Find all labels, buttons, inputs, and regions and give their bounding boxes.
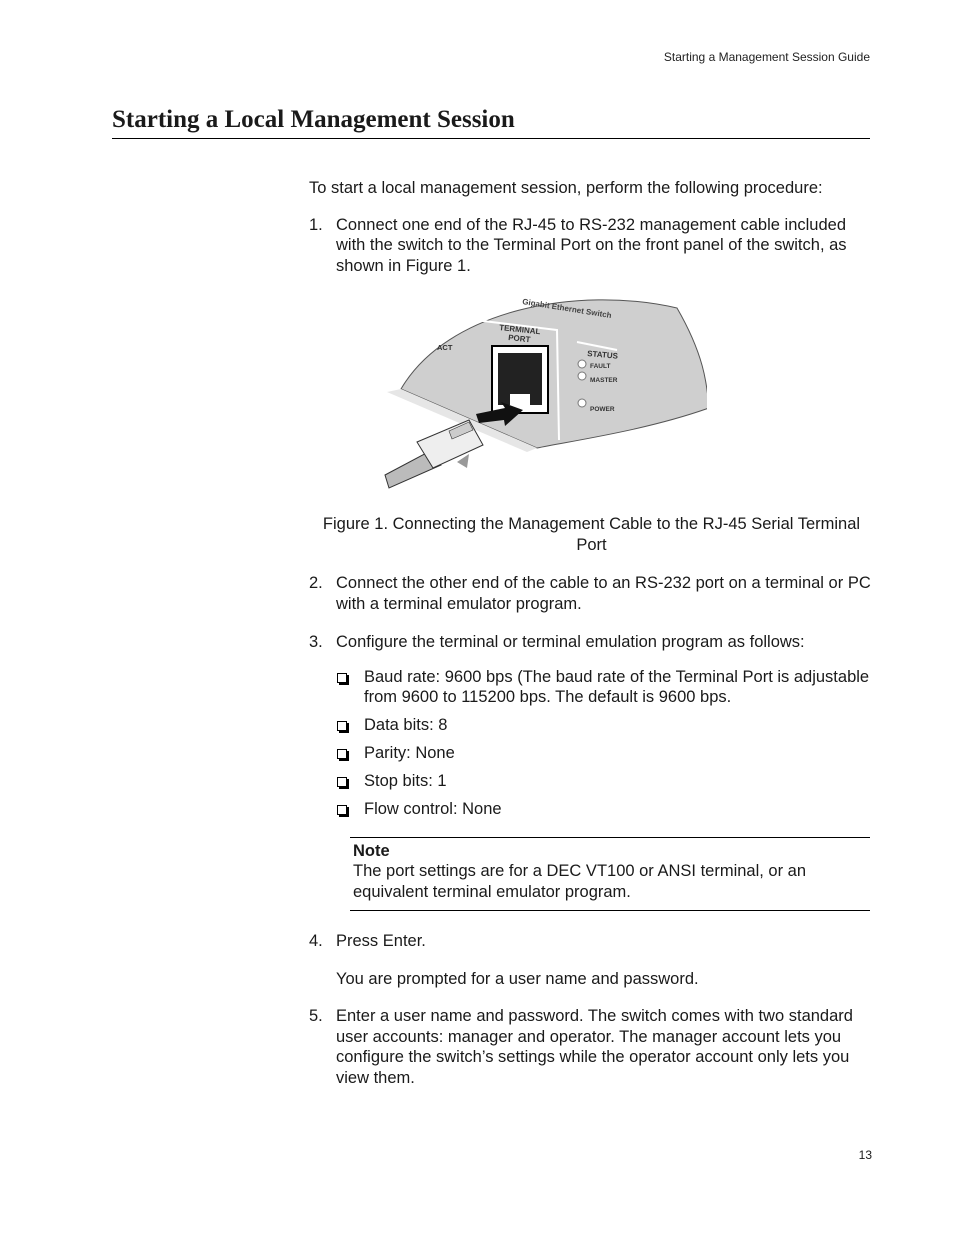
power-led	[578, 399, 586, 407]
list-item: Stop bits: 1	[336, 771, 874, 792]
step-3	[309, 632, 874, 653]
figure-1	[309, 290, 874, 498]
list-item: Data bits: 8	[336, 715, 874, 736]
checkbox-bullet-icon	[337, 805, 347, 815]
list-item: Flow control: None	[336, 799, 874, 820]
step-2	[309, 573, 874, 614]
note-box	[350, 837, 870, 912]
step-number: 4.	[309, 932, 323, 950]
procedure-content	[309, 178, 874, 1088]
section-title: Starting a Local Management Session	[112, 106, 870, 139]
power-label: POWER	[590, 406, 615, 413]
step-number: 1.	[309, 215, 323, 234]
note-label: Note	[353, 841, 390, 860]
note-text: The port settings are for a DEC VT100 or ANSI terminal, or an equivalent terminal emulator program.	[353, 862, 807, 901]
list-item: Parity: None	[336, 743, 874, 764]
step-4-result: You are prompted for a user name and password.	[336, 969, 699, 988]
master-led	[578, 372, 586, 380]
step-text: Enter a user name and password. The switch comes with two standard user accounts: manager and operator. The manager account lets you configure the switch’s settings while the operator account only lets you view them.	[336, 1007, 853, 1087]
checkbox-bullet-icon	[337, 673, 347, 683]
step-5	[309, 1006, 874, 1088]
master-label: MASTER	[590, 377, 618, 384]
step-text: Press Enter.	[336, 932, 426, 950]
page-number: 13	[858, 1148, 872, 1162]
step-text: Connect one end of the RJ-45 to RS-232 management cable included with the switch to the Terminal Port on the front panel of the switch, as shown in Figure 1.	[336, 215, 847, 275]
fault-label: FAULT	[590, 363, 611, 370]
status-label: STATUS	[586, 349, 619, 361]
port-label: PORT	[507, 333, 531, 345]
intro-paragraph: To start a local management session, perform the following procedure:	[309, 179, 823, 197]
checkbox-bullet-icon	[337, 749, 347, 759]
terminal-label: TERMINAL	[498, 323, 541, 337]
checkbox-bullet-icon	[337, 777, 347, 787]
figure-caption: Figure 1. Connecting the Management Cable to the RJ-45 Serial Terminal Port	[322, 515, 861, 554]
switch-terminal-port-illustration	[377, 290, 707, 495]
step-text: Connect the other end of the cable to an RS-232 port on a terminal or PC with a terminal emulator program.	[336, 574, 871, 613]
step-text: Configure the terminal or terminal emulation program as follows:	[336, 633, 805, 651]
step-4	[309, 931, 874, 952]
list-item: Baud rate: 9600 bps (The baud rate of the Terminal Port is adjustable from 9600 to 115200 bps. The default is 9600 bps.	[336, 667, 874, 708]
port-settings-list	[336, 667, 874, 820]
product-label: Gigabit Ethernet Switch	[521, 297, 613, 321]
step-number: 2.	[309, 574, 323, 592]
running-header: Starting a Management Session Guide	[663, 50, 870, 64]
step-number: 3.	[309, 633, 323, 651]
act-label: ACT	[437, 343, 453, 352]
step-1	[309, 215, 874, 277]
checkbox-bullet-icon	[337, 721, 347, 731]
fault-led	[578, 360, 586, 368]
step-number: 5.	[309, 1007, 323, 1025]
